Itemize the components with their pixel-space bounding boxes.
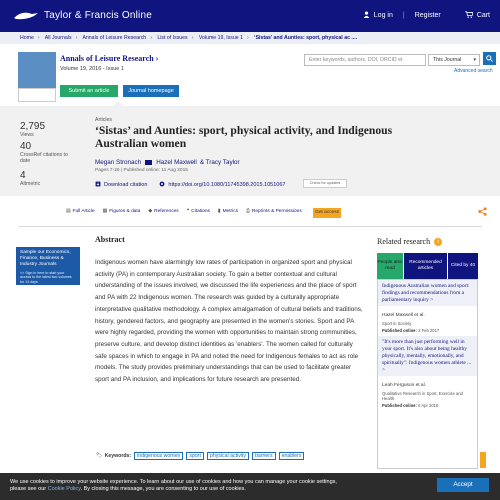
search-scope-select[interactable]: This Journal ▾: [428, 54, 480, 66]
site-logo[interactable]: [12, 8, 152, 22]
author-list: [95, 159, 240, 166]
user-icon: [363, 11, 370, 20]
check-for-updates-button[interactable]: Check for updates: [303, 179, 347, 188]
author-link[interactable]: & Tracy Taylor: [199, 159, 240, 166]
band-pointer: [112, 101, 124, 107]
search-button[interactable]: [483, 52, 496, 65]
related-research-tabs: [377, 253, 478, 279]
figures-icon: ▦: [102, 208, 108, 214]
tab-references[interactable]: ◆ References: [148, 208, 179, 214]
journal-header: [0, 44, 500, 114]
journal-cover-image[interactable]: [18, 52, 56, 102]
share-icon[interactable]: [478, 207, 487, 218]
list-item: [378, 280, 477, 306]
nav-separator: |: [402, 12, 405, 19]
scroll-indicator[interactable]: [480, 452, 486, 468]
info-icon[interactable]: i: [434, 238, 442, 246]
journal-homepage-button[interactable]: Journal homepage: [123, 85, 179, 97]
related-author: Leah Ferguson et al.: [382, 383, 427, 389]
related-source: Qualitative Research in Sport, Exercise and Health: [382, 391, 463, 402]
cart-icon[interactable]: [465, 11, 473, 20]
keyword-tag[interactable]: indigenous women: [134, 452, 183, 460]
author-link[interactable]: Megan Stronach: [95, 159, 142, 166]
metric-views: 2,795 Views: [20, 121, 46, 138]
keyword-tag[interactable]: enablers: [279, 452, 305, 460]
get-access-button[interactable]: Get access: [313, 208, 341, 218]
advanced-search-link[interactable]: Advanced search: [454, 68, 493, 74]
keyword-tag[interactable]: physical activity: [207, 452, 249, 460]
breadcrumb: [0, 32, 500, 44]
metric-crossref: 40 CrossRef citations to date: [20, 141, 68, 164]
doi-link[interactable]: https://doi.org/10.1080/11745398.2015.1051067: [168, 182, 286, 188]
related-research-list: [377, 279, 478, 469]
related-published: Published online: 2 Feb 2017: [382, 328, 440, 334]
quote-icon: ❝: [186, 208, 190, 214]
tab-citations[interactable]: ❝ Citations: [186, 208, 210, 214]
author-link[interactable]: Hazel Maxwell: [156, 159, 197, 166]
breadcrumb-arrow-icon: ›: [191, 35, 194, 41]
bar-chart-icon: ▮: [217, 208, 221, 214]
section-divider: [18, 226, 482, 227]
abstract-heading: Abstract: [95, 235, 125, 244]
cart-link[interactable]: Cart: [476, 12, 490, 19]
envelope-icon[interactable]: [145, 160, 152, 165]
submit-article-button[interactable]: Submit an article: [60, 85, 118, 97]
breadcrumb-home[interactable]: Home: [20, 35, 34, 41]
printer-icon: ⎙: [246, 209, 250, 214]
document-icon: ▤: [66, 208, 71, 214]
login-link[interactable]: Log in: [373, 12, 393, 19]
download-citation-link[interactable]: Download citation: [104, 182, 148, 188]
list-item-meta: [378, 376, 477, 411]
breadcrumb-issues[interactable]: List of Issues: [157, 35, 188, 41]
chevron-right-icon: >: [430, 296, 434, 303]
breadcrumb-arrow-icon: ›: [150, 35, 152, 41]
related-author: Hazel Maxwell et al.: [382, 313, 425, 319]
tab-metrics[interactable]: ▮ Metrics: [217, 208, 239, 214]
promo-subtext: >> Sign in here to start your access to the latest two volumes for 14 days: [20, 271, 72, 284]
breadcrumb-volume[interactable]: Volume 19, Issue 1: [198, 35, 243, 41]
related-published: Published online: 6 Apr 2018: [382, 403, 439, 409]
tab-reprints[interactable]: ⎙ Reprints & Permissions: [246, 209, 302, 214]
pages-published: Pages 7-26 | Published online: 11 Aug 2015: [95, 168, 188, 173]
keyword-tag[interactable]: barriers: [252, 452, 276, 460]
cookie-policy-link[interactable]: Cookie Policy: [47, 485, 81, 492]
breadcrumb-arrow-icon: ›: [37, 35, 40, 41]
brand-name: Taylor & Francis Online: [44, 9, 152, 21]
register-link[interactable]: Register: [414, 12, 441, 19]
breadcrumb-journal[interactable]: Annals of Leisure Research: [82, 35, 147, 41]
list-item: [378, 336, 477, 376]
tab-full-article[interactable]: ▤ Full Article: [66, 208, 95, 214]
journal-title-link[interactable]: Annals of Leisure Research ›: [60, 54, 159, 63]
related-research-heading: Related research i: [377, 237, 442, 246]
article-type: Articles: [95, 117, 113, 123]
breadcrumb-arrow-icon: ›: [75, 35, 78, 41]
doi-icon: [159, 181, 165, 189]
related-article-link[interactable]: "It's more than just performing well in your sport. It's also about being healthy physically, mentally, emotionally, and spiritually": Indigenous women athlete ... >: [382, 339, 472, 373]
list-item-meta: [378, 306, 477, 336]
breadcrumb-all-journals[interactable]: All Journals: [44, 35, 72, 41]
tab-figures-data[interactable]: ▦ Figures & data: [102, 208, 141, 214]
citation-row: [95, 181, 285, 189]
abstract-text: Indigenous women have alarmingly low rates of participation in organized sport and physical activity (PA) in contemporary Australian society. To gain a better contextual and cultural understanding of the issues involved, we discussed the life experiences and the place of sport and PA with 22 Indigenous women. The research was guided by a culturally appropriate interpretative qualitative methodology. A complex amalgamation of cultural beliefs and traditions, history, gendered factors, and geography are presented in the women's stories. Sport and PA were highly regarded, providing the women with opportunities to maintain strong communities, preserve culture, and develop distinct identities as 'enablers'. The women called for culturally safe spaces in which to engage in PA and noted the need for Indigenous females to act as role models. The study provides preliminary understandings that can be used to facilitate greater sport and PA inclusion, and implications for future research are presented.: [95, 259, 363, 384]
article-tools-bar: [66, 208, 310, 214]
chevron-down-icon: ▾: [473, 57, 476, 63]
chevron-right-icon: ›: [155, 54, 159, 63]
breadcrumb-current: ‘Sistas’ and Aunties: sport, physical ac ....: [254, 35, 358, 41]
breadcrumb-arrow-icon: ›: [246, 35, 249, 41]
references-icon: ◆: [148, 208, 153, 214]
accept-cookies-button[interactable]: Accept: [437, 478, 489, 492]
keywords-label: Keywords:: [104, 453, 132, 459]
metric-altmetric[interactable]: 4 Altmetric: [20, 170, 41, 187]
tab-recommended-articles[interactable]: Recommended articles: [404, 253, 448, 279]
related-article-link[interactable]: Indigenous Australian women and sport: findings and recommendations from a parliamentary inquiry >: [382, 283, 470, 303]
related-source: Sport in Society: [382, 321, 412, 327]
tab-cited-by[interactable]: Cited by 40: [448, 253, 478, 279]
search-icon: [486, 55, 493, 62]
journal-volume: Volume 19, 2016 - Issue 1: [60, 66, 124, 72]
cookie-text-line1: We use cookies to improve your website experience. To learn about our use of cookies and how you can manage your cookie settings,: [10, 479, 337, 485]
logo-lamp-icon: [12, 8, 40, 22]
chevron-right-icon: >: [382, 366, 386, 373]
tab-people-also-read[interactable]: People also read: [377, 253, 404, 279]
keyword-tag[interactable]: sport: [186, 452, 204, 460]
tag-icon: 🏷: [96, 453, 103, 459]
top-nav-bar: [0, 0, 500, 32]
download-icon: [95, 181, 101, 189]
promo-text: Sample our Economics, Finance, Business & Industry Journals: [20, 250, 71, 267]
cookie-banner: [0, 473, 500, 500]
search-input[interactable]: Enter keywords, authors, DOI, ORCID et: [304, 54, 426, 66]
article-title: ‘Sistas’ and Aunties: sport, physical activity, and Indigenous Australian women: [95, 124, 393, 150]
cookie-text-line2: please see our Cookie Policy. By closing this message, you are consenting to our use of cookies.: [10, 485, 246, 492]
promo-banner[interactable]: [16, 247, 80, 285]
keywords-row: [96, 452, 307, 460]
